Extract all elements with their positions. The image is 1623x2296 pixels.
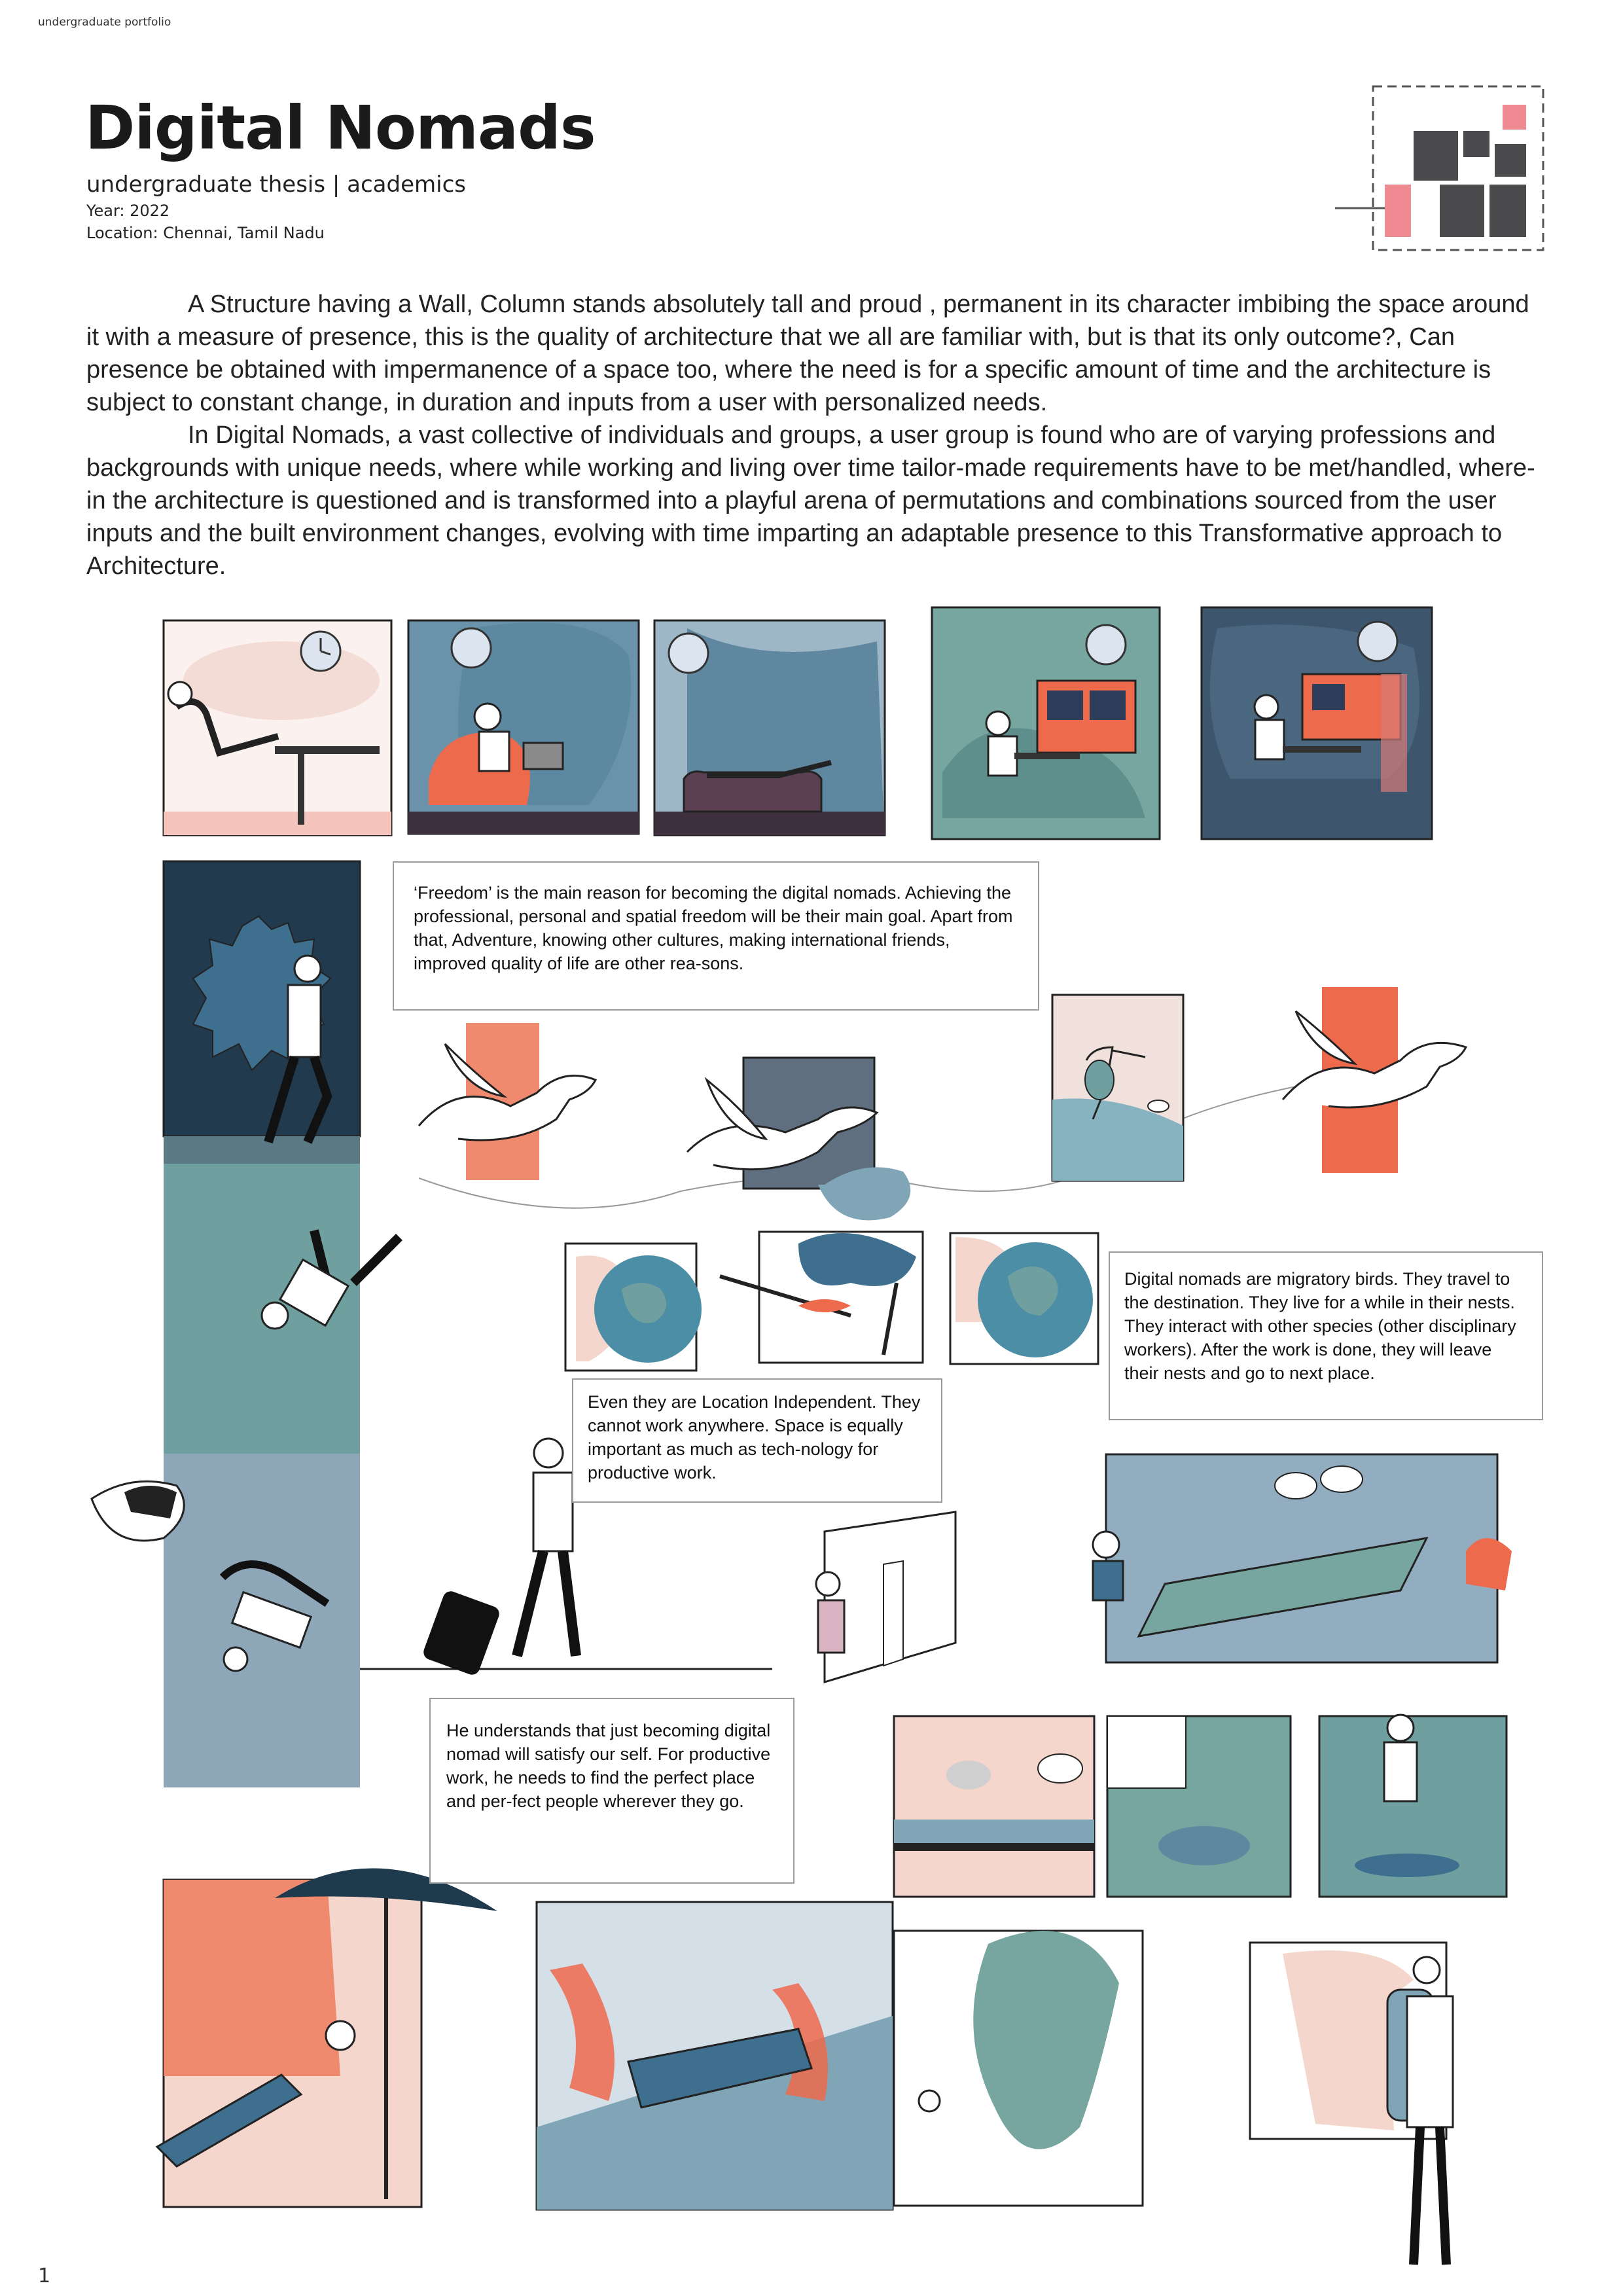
page-title: Digital Nomads bbox=[85, 93, 596, 163]
panel-1 bbox=[164, 620, 391, 835]
logo-mark bbox=[1335, 86, 1543, 250]
location-callout bbox=[572, 1378, 942, 1503]
location-callout-text: Even they are Location Independent. They cannot work anywhere. Space is equally important as much as tech-nology for productive work. bbox=[588, 1392, 921, 1482]
page-number: 1 bbox=[38, 2265, 51, 2287]
freedom-callout bbox=[393, 861, 1039, 1011]
panel-3 bbox=[654, 620, 885, 835]
panel-5 bbox=[1202, 607, 1432, 839]
freedom-callout-text: ‘Freedom’ is the main reason for becoming the digital nomads. Achieving the professional, personal and spatial freedom will be their main goal. Apart from that, Adventure, knowing other cultures, making international friends, improved quality of life are other rea-sons. bbox=[414, 883, 1013, 973]
bird-strip bbox=[419, 987, 1466, 1220]
page-subtitle: undergraduate thesis | academics bbox=[86, 171, 466, 198]
project-year: Year: 2022 bbox=[86, 202, 170, 220]
place-callout bbox=[429, 1698, 794, 1884]
project-location: Location: Chennai, Tamil Nadu bbox=[86, 224, 325, 242]
meeting-panel bbox=[1093, 1454, 1512, 1662]
scenes-row bbox=[894, 1715, 1507, 1897]
panel-4 bbox=[932, 607, 1160, 839]
bottom-row bbox=[157, 1869, 1453, 2265]
panel-2 bbox=[408, 620, 639, 834]
intro-paragraph-1: A Structure having a Wall, Column stands absolutely tall and proud , permanent in its character imbibing the space around it with a measure of presence, this is the quality of architecture that we all are familiar with, but is that its only outcome?, Can presence be obtained with impermanence of a space too, where the need is for a specific amount of time and the architecture is subject to constant change, in duration and inputs from a user with personalized needs. bbox=[86, 291, 1529, 416]
birds-callout-text: Digital nomads are migratory birds. They travel to the destination. They live for a while in their nests. They interact with other species (other disciplinary workers). After the work is done, they will leave their nests and go to next place. bbox=[1124, 1269, 1516, 1383]
falling-column bbox=[92, 861, 399, 1787]
birds-callout bbox=[1109, 1251, 1543, 1420]
place-callout-text: He understands that just becoming digital nomad will satisfy our self. For productive work, he needs to find the perfect place and per-fect people wherever they go. bbox=[446, 1721, 771, 1811]
portfolio-label: undergraduate portfolio bbox=[38, 16, 171, 29]
globe-row bbox=[565, 1232, 1098, 1371]
intro-paragraph-2: In Digital Nomads, a vast collective of individuals and groups, a user group is found who are of varying professions and backgrounds with unique needs, where while working and living over time tailor-made requirements have to be met/handled, where-in the architecture is questioned and is transformed into a playful arena of permutations and combinations sourced from the user inputs and the built environment changes, evolving with time imparting an adaptable presence to this Transformative approach to Architecture. bbox=[86, 422, 1535, 580]
intro-text bbox=[86, 288, 1539, 583]
